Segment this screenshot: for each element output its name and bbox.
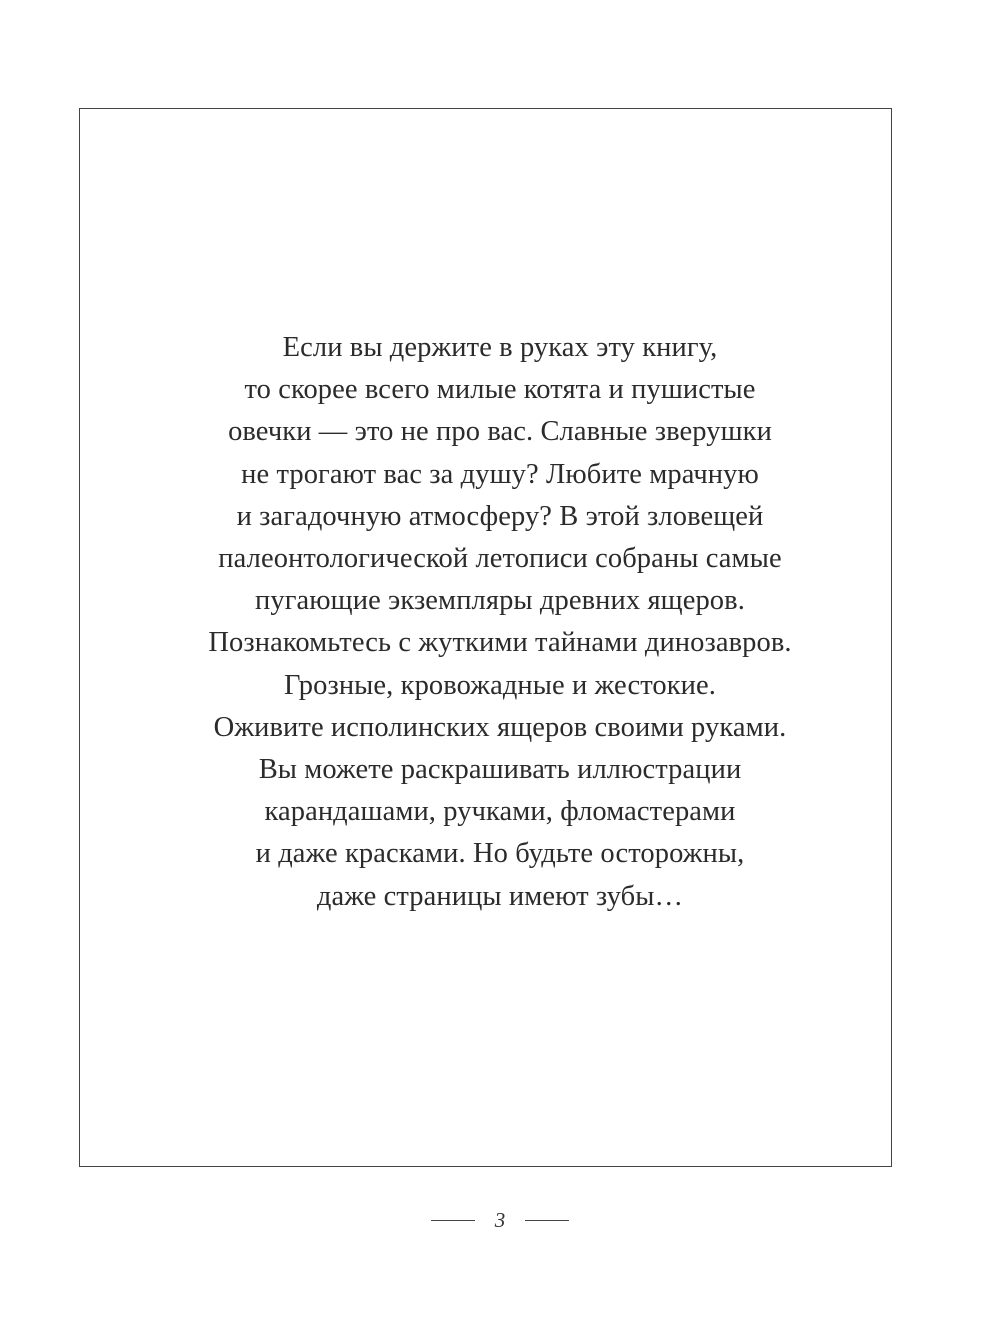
intro-paragraph: [0, 327, 1000, 918]
text-line: и даже красками. Но будьте осторожны,: [255, 838, 745, 870]
text-line: овечки — это не про вас. Славные зверушки: [228, 416, 772, 448]
text-line: Оживите исполинских ящеров своими руками.: [213, 711, 787, 743]
text-line: карандашами, ручками, фломастерами: [264, 796, 736, 828]
text-line: Познакомьтесь с жуткими тайнами динозавров.: [208, 627, 792, 659]
page-number: 3: [494, 1207, 506, 1232]
text-line: даже страницы имеют зубы…: [316, 880, 684, 912]
footer-rule-left: [431, 1220, 475, 1221]
text-line: Грозные, кровожадные и жестокие.: [283, 669, 716, 701]
text-line: не трогают вас за душу? Любите мрачную: [241, 458, 759, 490]
text-line: палеонтологической летописи собраны самые: [218, 543, 782, 575]
text-line: и загадочную атмосферу? В этой зловещей: [236, 500, 764, 532]
page-footer: [0, 1207, 1000, 1233]
text-line: пугающие экземпляры древних ящеров.: [255, 585, 745, 617]
text-line: Вы можете раскрашивать иллюстрации: [258, 754, 742, 786]
text-line: Если вы держите в руках эту книгу,: [282, 332, 718, 363]
text-line: то скорее всего милые котята и пушистые: [244, 374, 756, 406]
footer-rule-right: [525, 1220, 569, 1221]
